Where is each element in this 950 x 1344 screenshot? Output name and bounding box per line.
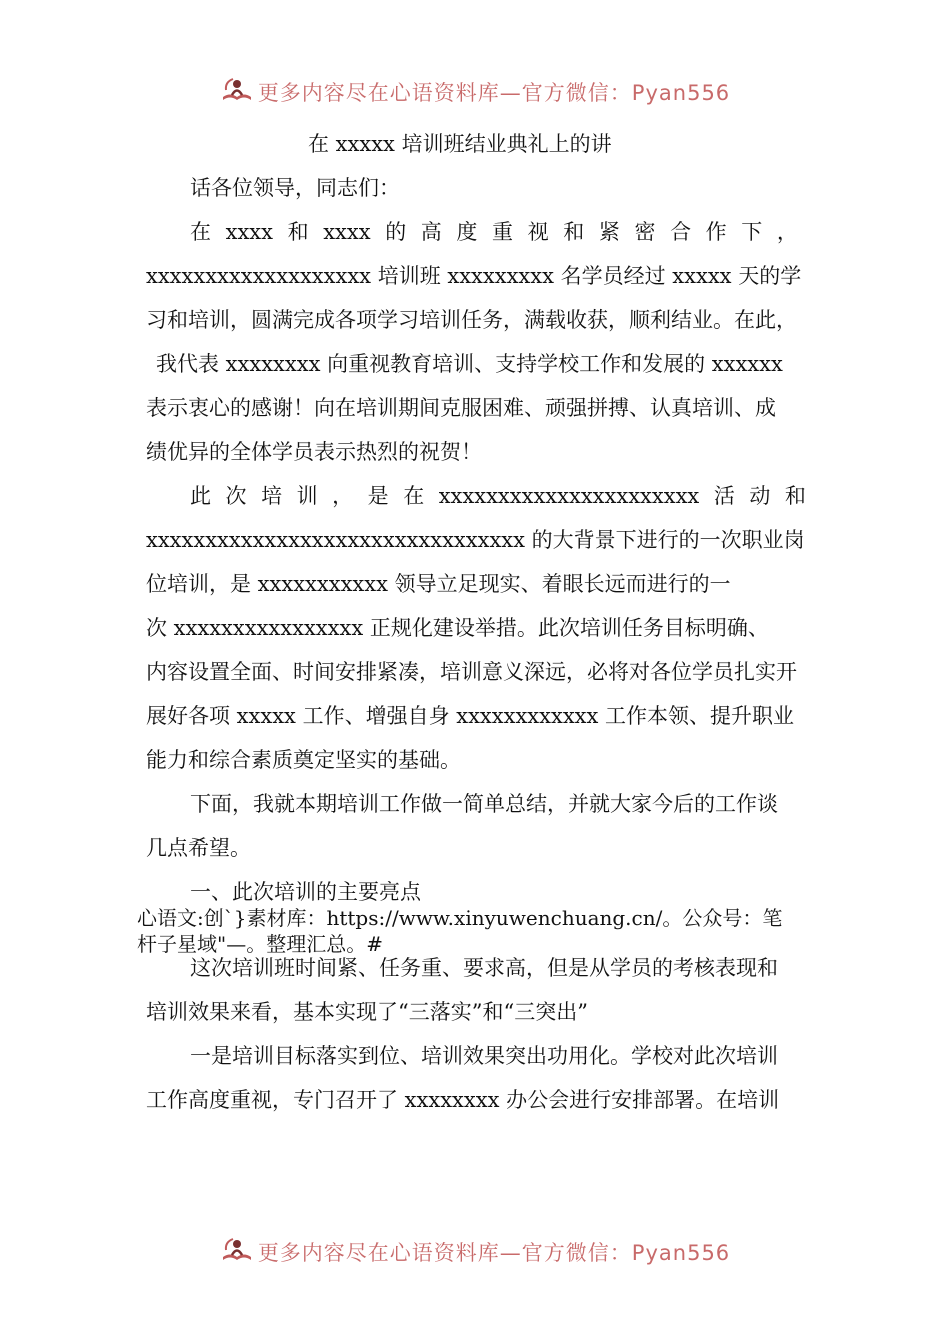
para2-line6: 展好各项 xxxxx 工作、增强自身 xxxxxxxxxxxx 工作本领、提升职业 xyxy=(146,704,795,728)
para2-token: 次 xyxy=(225,484,247,508)
para4-line1: 这次培训班时间紧、任务重、要求高，但是从学员的考核表现和 xyxy=(190,956,778,980)
watermark-banner-top xyxy=(0,72,950,112)
para5-line2: 工作高度重视，专门召开了 xxxxxxxx 办公会进行安排部署。在培训 xyxy=(146,1088,780,1112)
source-note-line1: 心语文:创`}素材库：https://www.xinyuwenchuang.cn/。公众号：笔 xyxy=(137,906,783,930)
para2-line4: 次 xxxxxxxxxxxxxxxx 正规化建设举措。此次培训任务目标明确、 xyxy=(146,616,769,640)
para1-token: 视 xyxy=(527,220,549,244)
watermark-banner-bottom xyxy=(0,1232,950,1272)
document-title: 在 xxxxx 培训班结业典礼上的讲 xyxy=(308,132,612,156)
para2-line2: xxxxxxxxxxxxxxxxxxxxxxxxxxxxxxxx 的大背景下进行的一次职业岗 xyxy=(146,528,805,552)
para3-line2: 几点希望。 xyxy=(146,836,251,860)
para2-token: 和 xyxy=(784,484,806,508)
para3-line1: 下面，我就本期培训工作做一简单总结，并就大家今后的工作谈 xyxy=(190,792,778,816)
para2-token: ， xyxy=(332,484,354,508)
para1-line2: xxxxxxxxxxxxxxxxxxx 培训班 xxxxxxxxx 名学员经过 xxxxx 天的学 xyxy=(146,264,802,288)
para1-token: 和 xyxy=(287,220,309,244)
para1-token: 度 xyxy=(456,220,478,244)
para1-token: 在 xyxy=(190,220,211,244)
para2-token: 动 xyxy=(749,484,771,508)
para2-line5: 内容设置全面、时间安排紧凑，培训意义深远，必将对各位学员扎实开 xyxy=(146,660,797,684)
para1-token: 作 xyxy=(705,220,727,244)
watermark-text: 更多内容尽在心语资料库—官方微信：Pyan556 xyxy=(257,1241,731,1265)
para2-token: 是 xyxy=(367,484,389,508)
para5-line1: 一是培训目标落实到位、培训效果突出功用化。学校对此次培训 xyxy=(190,1044,778,1068)
para1-line4: 我代表 xxxxxxxx 向重视教育培训、支持学校工作和发展的 xxxxxx xyxy=(156,352,783,376)
para1-token: 和 xyxy=(563,220,585,244)
para1-token: 下 xyxy=(741,220,763,244)
greeting: 话各位领导，同志们： xyxy=(190,176,400,200)
para1-token: xxxx xyxy=(225,220,273,244)
para1-line1 xyxy=(190,217,798,247)
book-figure-icon xyxy=(220,1235,254,1269)
para2-line7: 能力和综合素质奠定坚实的基础。 xyxy=(146,748,461,772)
para1-token: xxxx xyxy=(323,220,371,244)
para1-token: 重 xyxy=(492,220,514,244)
section1-heading: 一、此次培训的主要亮点 xyxy=(190,880,421,904)
para2-line1 xyxy=(190,481,806,511)
para1-line3: 习和培训，圆满完成各项学习培训任务，满载收获，顺利结业。在此， xyxy=(146,308,797,332)
para1-token: 高 xyxy=(420,220,442,244)
para1-token: 紧 xyxy=(598,220,620,244)
para2-token: 训 xyxy=(296,484,318,508)
para1-token: 的 xyxy=(385,220,407,244)
para2-token: xxxxxxxxxxxxxxxxxxxxxx xyxy=(438,484,700,508)
source-note-line2: 杆子星域"—。整理汇总。# xyxy=(137,932,383,956)
book-figure-icon xyxy=(220,75,254,109)
para2-token: 在 xyxy=(403,484,425,508)
para1-token: ， xyxy=(776,220,798,244)
para2-line3: 位培训，是 xxxxxxxxxxx 领导立足现实、着眼长远而进行的一 xyxy=(146,572,731,596)
watermark-text: 更多内容尽在心语资料库—官方微信：Pyan556 xyxy=(257,81,731,105)
para2-token: 此 xyxy=(190,484,211,508)
para1-token: 密 xyxy=(634,220,656,244)
para4-line2: 培训效果来看，基本实现了“三落实”和“三突出” xyxy=(146,1000,588,1024)
para1-line6: 绩优异的全体学员表示热烈的祝贺！ xyxy=(146,440,482,464)
para1-line5: 表示衷心的感谢！向在培训期间克服困难、顽强拼搏、认真培训、成 xyxy=(146,396,776,420)
para2-token: 培 xyxy=(261,484,283,508)
para2-token: 活 xyxy=(713,484,735,508)
para1-token: 合 xyxy=(670,220,692,244)
